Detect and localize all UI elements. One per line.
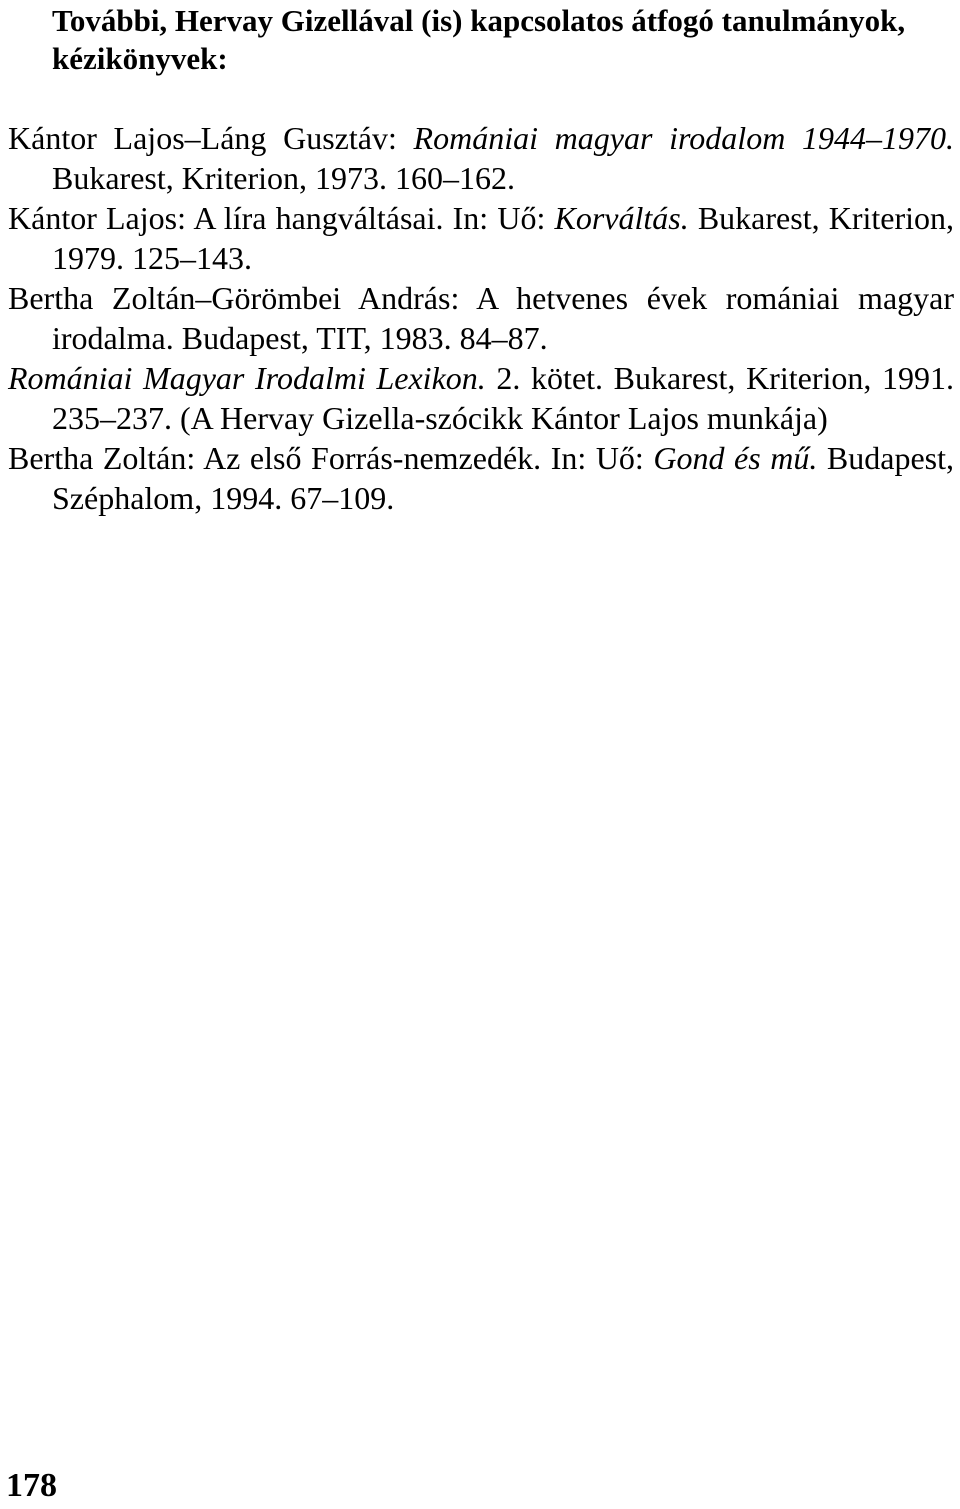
entry-publication-text: 2. kötet. Bukarest, Kriterion, 1991. 235–237. (A Hervay Gizella-szócikk Kántor Lajos munkája) — [52, 360, 955, 436]
entry-publication-text: Budapest, Széphalom, 1994. 67–109. — [52, 440, 955, 516]
entry-publication-text: Bukarest, Kriterion, 1973. 160–162. — [52, 160, 516, 196]
section-heading: További, Hervay Gizellával (is) kapcsolatos átfogó tanulmányok, kézikönyvek: — [52, 3, 906, 76]
bibliography-entry — [8, 278, 954, 358]
entry-author-text: Bertha Zoltán: Az első Forrás-nemzedék. In: Uő: — [8, 440, 654, 476]
bibliography-entry — [8, 118, 954, 198]
bibliography-entry — [8, 358, 954, 438]
entry-author-text: Kántor Lajos: A líra hangváltásai. In: Uő: — [8, 200, 555, 236]
entry-title-italic: Gond és mű. — [653, 440, 818, 476]
entry-title-italic: Romániai magyar irodalom 1944–1970. — [413, 120, 954, 156]
entry-title-italic: Romániai Magyar Irodalmi Lexikon. — [8, 360, 486, 396]
bibliography-entry — [8, 198, 954, 278]
page-number: 178 — [6, 1467, 57, 1504]
bibliography-entry — [8, 438, 954, 518]
entry-title-italic: Korváltás. — [554, 200, 689, 236]
entry-author-text: Bertha Zoltán–Görömbei András: A hetvenes évek romániai magyar irodalma. Budapest, TIT, 1983. 84–87. — [8, 280, 954, 356]
entry-author-text: Kántor Lajos–Láng Gusztáv: — [8, 120, 414, 156]
bibliography-list — [8, 118, 954, 518]
document-page — [8, 2, 954, 518]
entry-publication-text: Bukarest, Kriterion, 1979. 125–143. — [52, 200, 955, 276]
